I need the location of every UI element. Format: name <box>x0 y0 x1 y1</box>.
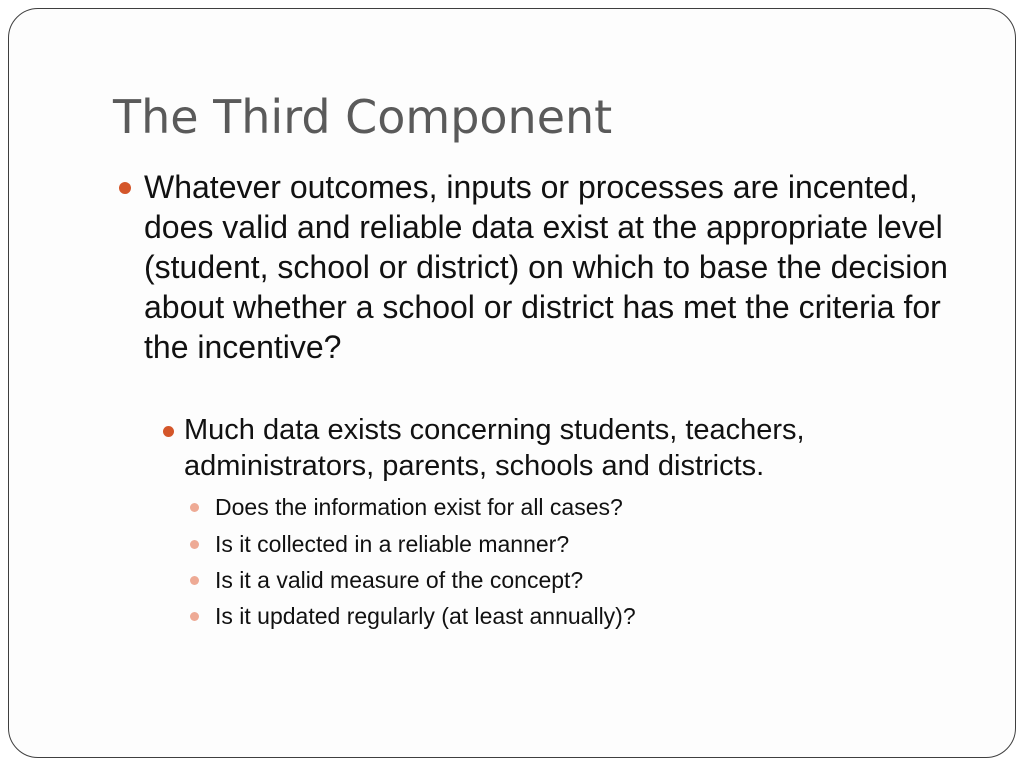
slide-title: The Third Component <box>113 90 613 144</box>
bullet-level3-item: Does the information exist for all cases? <box>215 494 623 520</box>
bullet-level3-item: Is it a valid measure of the concept? <box>215 567 584 593</box>
bullet-level3-item: Is it collected in a reliable manner? <box>215 531 570 557</box>
bullet-dot-icon <box>190 540 199 549</box>
bullet-dot-icon <box>190 503 199 512</box>
bullet-dot-icon <box>190 612 199 621</box>
bullet-dot-icon <box>190 576 199 585</box>
bullet-dot-icon <box>119 182 131 194</box>
bullet-level1-text: Whatever outcomes, inputs or processes are incented, does valid and reliable data exist at the appropriate level (student, school or district) on which to base the decision about whether a school or district has met the criteria for the incentive? <box>144 169 948 365</box>
bullet-level3-item: Is it updated regularly (at least annually)? <box>215 603 636 629</box>
bullet-level2-text: Much data exists concerning students, teachers, administrators, parents, schools and districts. <box>184 414 805 482</box>
bullet-dot-icon <box>163 426 174 437</box>
